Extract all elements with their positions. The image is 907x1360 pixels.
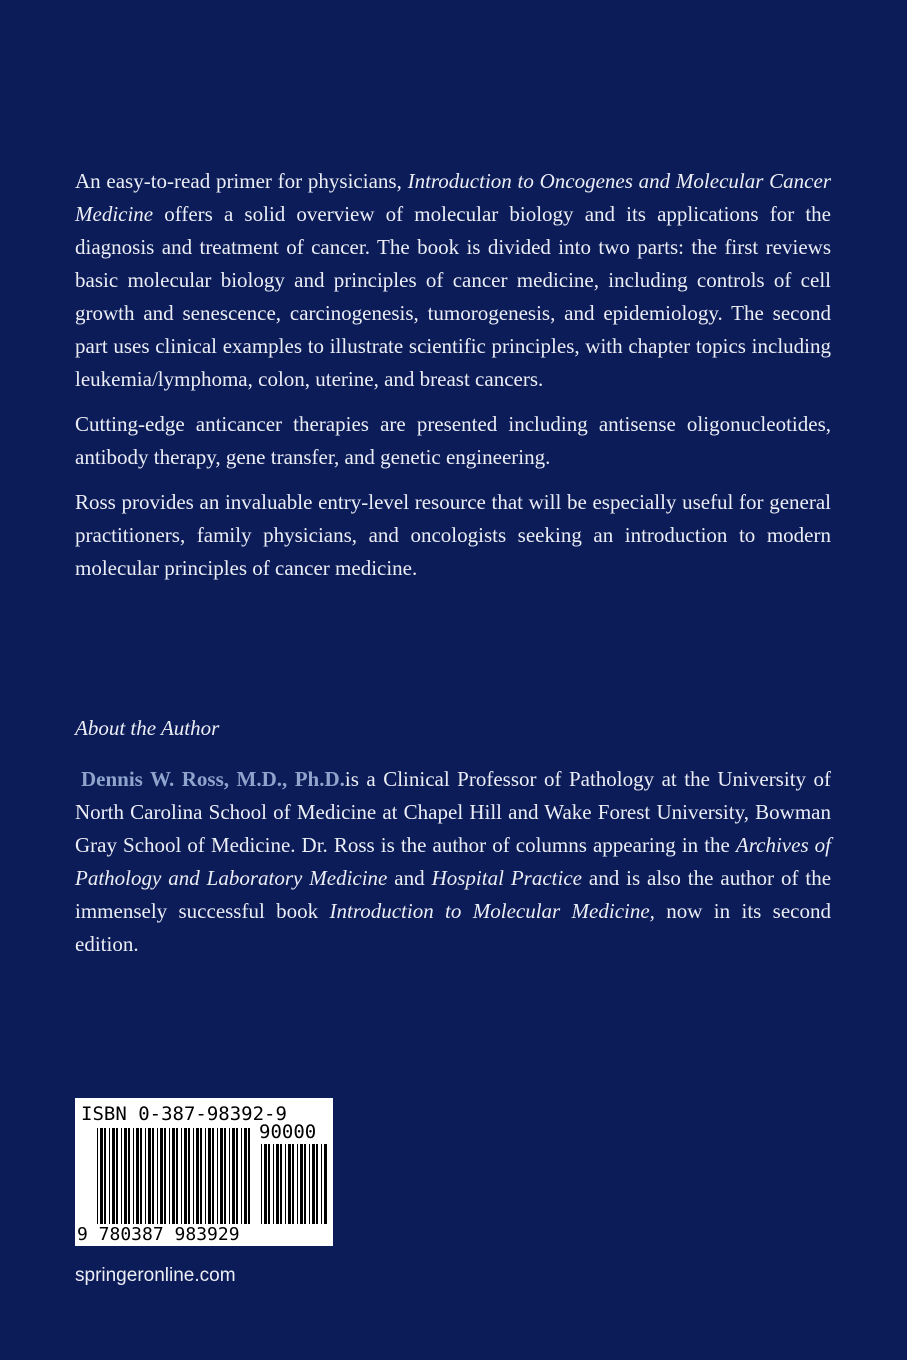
barcode-bar bbox=[309, 1144, 310, 1224]
barcode-bar bbox=[304, 1144, 306, 1224]
barcode-bar bbox=[148, 1128, 151, 1224]
barcode-bar bbox=[184, 1128, 187, 1224]
barcode-bar bbox=[236, 1128, 238, 1224]
barcode-bar bbox=[128, 1128, 130, 1224]
barcode-bar bbox=[133, 1128, 134, 1224]
author-bio-text-3: and is also the author of the immensely successful book bbox=[75, 866, 832, 923]
barcode-bar bbox=[145, 1128, 146, 1224]
barcode-bar bbox=[164, 1128, 166, 1224]
description-paragraph-2: Cutting-edge anticancer therapies are presented including antisense oligonucleotides, antibody therapy, gene transfer, and genetic engineering. bbox=[75, 412, 831, 469]
barcode-bar bbox=[152, 1128, 154, 1224]
author-bio-text-1: is a Clinical Professor of Pathology at the University of North Carolina School of Medicine at Chapel Hill and Wake Forest University, Bowman Gray School of Medicine. Dr. Ross is the author of columns appearing in the bbox=[75, 767, 832, 857]
barcode-bar bbox=[316, 1144, 318, 1224]
barcode-bar bbox=[285, 1144, 286, 1224]
barcode-bar bbox=[116, 1128, 118, 1224]
barcode-bar bbox=[297, 1144, 298, 1224]
book-title-italic: Introduction to Oncogenes and Molecular Cancer Medicine bbox=[75, 169, 831, 226]
barcode-bar bbox=[241, 1128, 242, 1224]
barcode-bar bbox=[261, 1144, 262, 1224]
barcode-bar bbox=[140, 1128, 142, 1224]
barcode-bar bbox=[169, 1128, 170, 1224]
barcode-bar bbox=[244, 1128, 247, 1224]
barcode-bar bbox=[321, 1144, 322, 1224]
barcode-bar bbox=[264, 1144, 267, 1224]
book-title-italic-2: Introduction to Molecular Medicine, bbox=[329, 899, 655, 923]
barcode-bar bbox=[160, 1128, 163, 1224]
barcode-bar bbox=[300, 1144, 303, 1224]
barcode-bar bbox=[104, 1128, 106, 1224]
barcode-bar bbox=[276, 1144, 279, 1224]
barcode-bar bbox=[121, 1128, 122, 1224]
barcode-bar bbox=[273, 1144, 274, 1224]
isbn-barcode bbox=[75, 1098, 333, 1246]
description-paragraph-3: Ross provides an invaluable entry-level resource that will be especially useful for general practitioners, family physicians, and oncologists seeking an introduction to modern molecular principles of cancer medicine. bbox=[75, 490, 831, 580]
journal-title-italic-2: Hospital Practice bbox=[431, 866, 582, 890]
barcode-bar bbox=[288, 1144, 291, 1224]
journal-title-italic: Archives of Pathology and Laboratory Medicine bbox=[75, 833, 831, 890]
description-p1-text-b: offers a solid overview of molecular biology and its applications for the diagnosis and treatment of cancer. The book is divided into two parts: the first reviews basic molecular biology and principles of cancer medicine, including controls of cell growth and senescence, carcinogenesis, tumorogenesis, and epidemiology. The second part uses clinical examples to illustrate scientific principles, with chapter topics including leukemia/lymphoma, colon, uterine, and breast cancers. bbox=[75, 202, 831, 391]
description-p1-text-a: An easy-to-read primer for physicians, bbox=[75, 169, 408, 193]
barcode-bar bbox=[229, 1128, 230, 1224]
barcode-bar bbox=[220, 1128, 223, 1224]
barcode-bar bbox=[193, 1128, 194, 1224]
barcode-bar bbox=[208, 1128, 211, 1224]
barcode-bar bbox=[124, 1128, 127, 1224]
isbn-label: ISBN 0-387-98392-9 bbox=[81, 1103, 287, 1125]
barcode-bar bbox=[280, 1144, 282, 1224]
barcode-bar bbox=[188, 1128, 190, 1224]
barcode-bar bbox=[224, 1128, 226, 1224]
publisher-website: springeronline.com bbox=[75, 1265, 236, 1286]
barcode-bar bbox=[157, 1128, 158, 1224]
barcode-bar bbox=[100, 1128, 103, 1224]
author-bio bbox=[75, 763, 831, 961]
barcode-bar bbox=[172, 1128, 175, 1224]
barcode-bar bbox=[212, 1128, 214, 1224]
barcode-bar bbox=[181, 1128, 182, 1224]
barcode-bar bbox=[176, 1128, 178, 1224]
barcode-bar bbox=[292, 1144, 294, 1224]
author-bio-text-2: and bbox=[387, 866, 432, 890]
barcode-bar bbox=[97, 1128, 98, 1224]
barcode-graphic bbox=[75, 1098, 333, 1246]
price-code: 90000 bbox=[259, 1121, 317, 1143]
description-paragraph-1 bbox=[75, 165, 831, 396]
barcode-bar bbox=[109, 1128, 110, 1224]
back-cover-description bbox=[75, 165, 831, 597]
ean-bars bbox=[97, 1128, 250, 1224]
barcode-bar bbox=[312, 1144, 315, 1224]
barcode-bar bbox=[232, 1128, 235, 1224]
about-author-heading: About the Author bbox=[75, 716, 220, 740]
barcode-bar bbox=[248, 1128, 250, 1224]
barcode-bar bbox=[136, 1128, 139, 1224]
barcode-bar bbox=[196, 1128, 199, 1224]
barcode-bar bbox=[217, 1128, 218, 1224]
barcode-bar bbox=[268, 1144, 270, 1224]
price-addon-bars bbox=[261, 1144, 327, 1224]
ean-number: 9 780387 983929 bbox=[77, 1224, 240, 1245]
author-bio-text-4: now in its second edition. bbox=[75, 899, 831, 956]
barcode-bar bbox=[112, 1128, 115, 1224]
barcode-bar bbox=[324, 1144, 327, 1224]
barcode-bar bbox=[205, 1128, 206, 1224]
barcode-bar bbox=[200, 1128, 202, 1224]
author-name: Dennis W. Ross, M.D., Ph.D. bbox=[81, 767, 345, 791]
